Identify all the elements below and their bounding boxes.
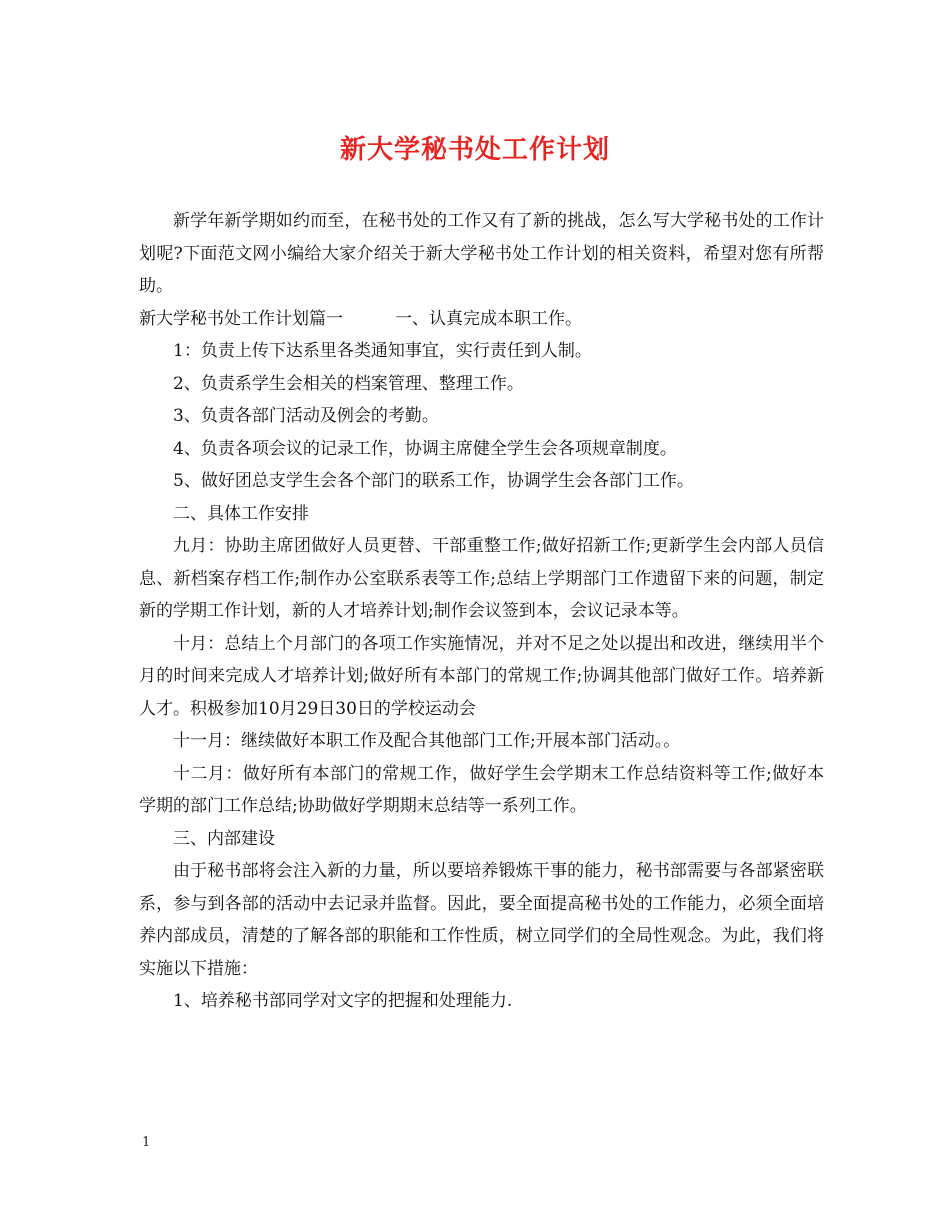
section-3-body: 由于秘书部将会注入新的力量，所以要培养锻炼干事的能力，秘书部需要与各部紧密联系，参与到各部的活动中去记录并监督。因此，要全面提高秘书处的工作能力，必须全面培养内部成员，清楚的了解各部的职能和工作性质，树立同学们的全局性观念。为此，我们将实施以下措施： [139,861,824,979]
september-plan: 九月：协助主席团做好人员更替、干部重整工作;做好招新工作;更新学生会内部人员信息、新档案存档工作;制作办公室联系表等工作;总结上学期部门工作遗留下来的问题，制定新的学期工作计划，新的人才培养计划;制作会议签到本，会议记录本等。 [139,536,824,621]
part-heading-line [139,303,824,336]
duty-item-3: 3、负责各部门活动及例会的考勤。 [173,406,439,426]
page-number: 1 [142,1135,151,1150]
november-plan: 十一月：继续做好本职工作及配合其他部门工作;开展本部门活动。。 [173,731,681,751]
section-2-heading: 二、具体工作安排 [173,503,309,524]
duty-item-2: 2、负责系学生会相关的档案管理、整理工作。 [173,373,524,394]
section-1-heading: 一、认真完成本职工作。 [395,308,582,329]
duty-item-4: 4、负责各项会议的记录工作，协调主席健全学生会各项规章制度。 [173,438,677,459]
section-3-heading: 三、内部建设 [173,828,275,849]
document-title: 新大学秘书处工作计划 [339,135,610,165]
december-plan: 十二月：做好所有本部门的常规工作，做好学生会学期末工作总结资料等工作;做好本学期的部门工作总结;协助做好学期期末总结等一系列工作。 [139,763,824,816]
duty-item-5: 5、做好团总支学生会各个部门的联系工作，协调学生会各部门工作。 [173,471,694,491]
intro-paragraph: 新学年新学期如约而至，在秘书处的工作又有了新的挑战，怎么写大学秘书处的工作计划呢?下面范文网小编给大家介绍关于新大学秘书处工作计划的相关资料，希望对您有所帮助。 [139,211,824,296]
part-label: 新大学秘书处工作计划篇一 [139,308,343,329]
document-body [139,205,824,1018]
duty-item-1: 1：负责上传下达系里各类通知事宜，实行责任到人制。 [173,341,592,361]
october-plan: 十月：总结上个月部门的各项工作实施情况，并对不足之处以提出和改进，继续用半个月的时间来完成人才培养计划;做好所有本部门的常规工作;协调其他部门做好工作。培养新人才。积极参加10月29日30日的学校运动会 [139,633,824,719]
measure-item-1: 1、培养秘书部同学对文字的把握和处理能力. [173,991,513,1011]
